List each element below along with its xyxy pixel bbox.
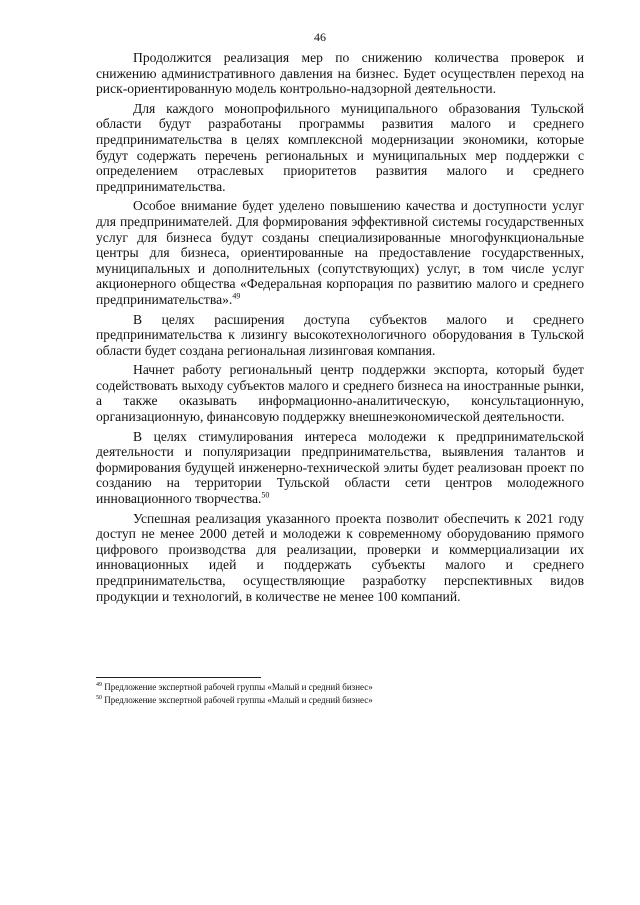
paragraph-text: В целях расширения доступа субъектов малого и среднего предпринимательства к лизингу высокотехнологичного оборудования в Тульской области будет создана региональная лизинговая компания. (96, 311, 584, 358)
footnote-text: Предложение экспертной рабочей группы «Малый и средний бизнес» (104, 682, 373, 692)
paragraph (96, 50, 584, 97)
paragraph-text: Для каждого монопрофильного муниципального образования Тульской области будут разработаны программы развития малого и среднего предпринимательства в целях комплексной модернизации экономики, которые будут содержать перечень региональных и муниципальных мер поддержки с определением отраслевых приоритетов развития малого и среднего предпринимательства. (96, 100, 584, 194)
paragraph (96, 429, 584, 507)
body-text (96, 50, 584, 608)
paragraph-text: Успешная реализация указанного проекта позволит обеспечить к 2021 году доступ не менее 2000 детей и молодежи к современному оборудованию прямого цифрового производства для реализации, проверки и коммерциализации их инновационных идей и поддержать субъекты малого и среднего предпринимательства, осуществляющие разработку перспективных видов продукции и технологий, в количестве не менее 100 компаний. (96, 510, 584, 604)
footnote-ref-50: 50 (261, 490, 270, 500)
paragraph-text: В целях стимулирования интереса молодежи к предпринимательской деятельности и популяризации предпринимательства, выявления талантов и формирования будущей инженерно-технической элиты будет реализован проект по созданию на территории Тульской области сети центров молодежного инновационного творчества. (96, 428, 584, 507)
paragraph (96, 312, 584, 359)
paragraph (96, 101, 584, 195)
paragraph (96, 511, 584, 605)
footnote-ref-49: 49 (232, 291, 241, 301)
footnote (96, 681, 584, 694)
footnote-divider (96, 677, 261, 678)
footnotes (96, 681, 584, 706)
footnote (96, 694, 584, 707)
paragraph-text: Продолжится реализация мер по снижению количества проверок и снижению административного давления на бизнес. Будет осуществлен переход на риск-ориентированную модель контрольно-надзорной деятельности. (96, 50, 584, 97)
paragraph (96, 362, 584, 424)
page-number: 46 (314, 30, 326, 44)
paragraph-text: Начнет работу региональный центр поддержки экспорта, который будет содействовать выходу субъектов малого и среднего бизнеса на иностранные рынки, а также оказывать информационно-аналитическую, консультационную, организационную, финансовую поддержку внешнеэкономической деятельности. (96, 362, 584, 425)
footnote-number: 50 (96, 694, 102, 701)
paragraph-text: Особое внимание будет уделено повышению качества и доступности услуг для предпринимателей. Для формирования эффективной системы государственных услуг для бизнеса будут созданы специализированные многофункциональные центры для бизнеса, ориентированные на предоставление государственных, муниципальных и дополнительных (сопутствующих) услуг, в том числе услуг акционерного общества «Федеральная корпорация по развитию малого и среднего предпринимательства». (96, 198, 584, 307)
paragraph (96, 198, 584, 307)
footnote-number: 49 (96, 682, 102, 688)
footnote-text: Предложение экспертной рабочей группы «Малый и средний бизнес» (104, 694, 373, 705)
